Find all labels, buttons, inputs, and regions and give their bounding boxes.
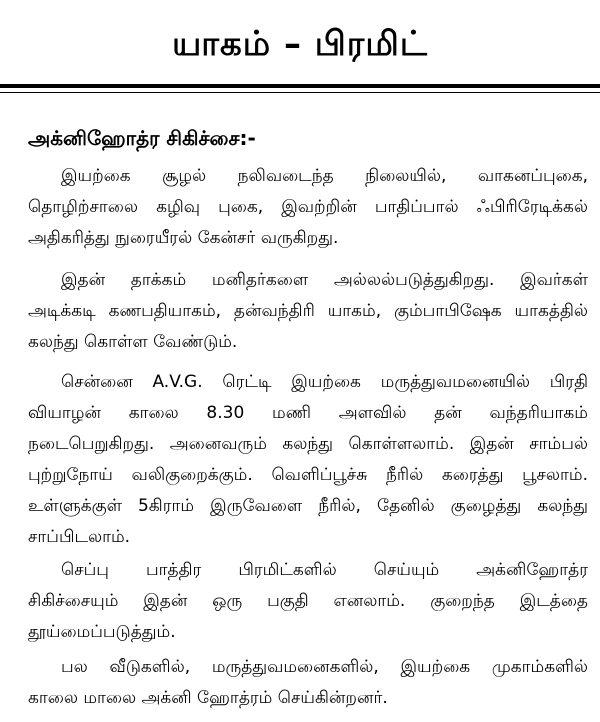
paragraph-1	[28, 161, 588, 254]
paragraph-line: இதன் தாக்கம் மனிதர்களை அல்லல்படுத்துகிறது. இவர்கள்	[61, 270, 588, 290]
paragraph-line: இயற்கை சூழல் நலிவடைந்த நிலையில், வாகனப்புகை,	[61, 166, 588, 186]
paragraph-line: கலந்து கொள்ள வேண்டும்.	[28, 332, 238, 352]
paragraph-4	[28, 555, 588, 648]
paragraph-line: உள்ளுக்குள் 5கிராம் இருவேளை நீரில், தேனில் குழைத்து கலந்து	[28, 496, 588, 516]
title-rule-thick	[0, 84, 600, 88]
paragraph-line: சென்னை A.V.G. ரெட்டி இயற்கை மருத்துவமனையில் பிரதி	[61, 372, 588, 392]
paragraph-line: அடிக்கடி கணபதியாகம், தன்வந்திரி யாகம், கும்பாபிஷேக யாகத்தில்	[28, 301, 588, 321]
paragraph-line: நடைபெறுகிறது. அனைவரும் கலந்து கொள்ளலாம். இதன் சாம்பல்	[28, 434, 588, 454]
paragraph-line: அதிகரித்து நுரையீரல் கேன்சர் வருகிறது.	[28, 228, 339, 248]
paragraph-line: பல வீடுகளில், மருத்துவமனைகளில், இயற்கை முகாம்களில்	[61, 657, 588, 677]
paragraph-line: தூய்மைப்படுத்தும்.	[28, 622, 176, 642]
paragraph-line: தொழிற்சாலை கழிவு புகை, இவற்றின் பாதிப்பால் ஃபிரிரேடிக்கல்	[28, 197, 588, 217]
paragraph-line: சிகிச்சையும் இதன் ஒரு பகுதி எனலாம். குறைந்த இடத்தை	[28, 591, 588, 611]
paragraph-line: புற்றுநோய் வலிகுறைக்கும். வெளிப்பூச்சு நீரில் கரைத்து பூசலாம்.	[28, 465, 588, 485]
paragraph-5	[28, 652, 588, 714]
paragraph-2	[28, 265, 588, 358]
page-title: யாகம் – பிரமிட்	[172, 24, 428, 64]
paragraph-line: வியாழன் காலை 8.30 மணி அளவில் தன் வந்தரியாகம்	[28, 403, 588, 423]
paragraph-line: காலை மாலை அக்னி ஹோத்ரம் செய்கின்றனர்.	[28, 688, 388, 708]
paragraph-line: சாப்பிடலாம்.	[28, 527, 131, 547]
title-rule-thin	[0, 92, 600, 93]
paragraph-line: செப்பு பாத்திர பிரமிட்களில் செய்யும் அக்னிஹோத்ர	[61, 560, 588, 580]
section-heading: அக்னிஹோத்ர சிகிச்சை:-	[28, 126, 256, 150]
paragraph-3	[28, 367, 588, 553]
